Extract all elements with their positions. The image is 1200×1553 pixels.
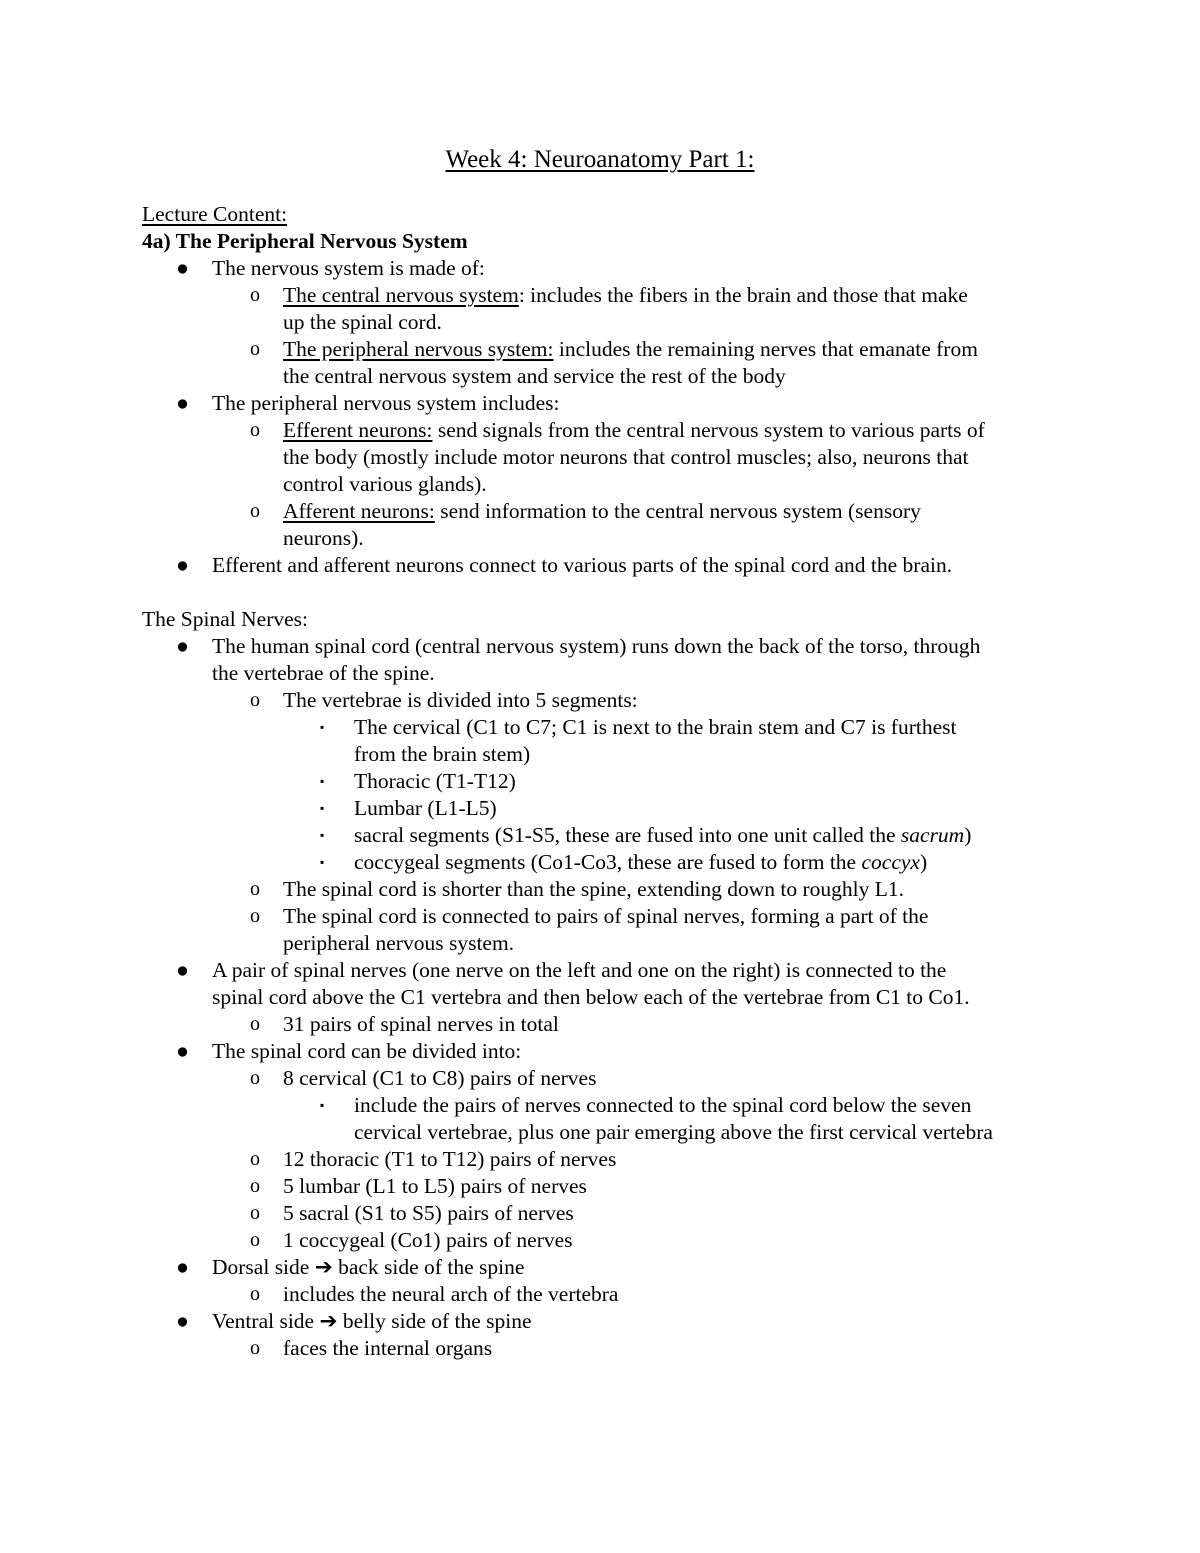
circle-bullet-icon: o bbox=[250, 1175, 260, 1197]
list-item: o The vertebrae is divided into 5 segments: bbox=[250, 688, 638, 712]
list-item: o The peripheral nervous system: includes the remaining nerves that emanate from bbox=[250, 337, 978, 361]
square-bullet-icon: ▪ bbox=[320, 801, 325, 815]
circle-bullet-icon: o bbox=[250, 1229, 260, 1251]
list-item: o The spinal cord is connected to pairs of spinal nerves, forming a part of the bbox=[250, 904, 929, 928]
list-item-continuation: the central nervous system and service the rest of the body bbox=[283, 364, 786, 388]
circle-bullet-icon: o bbox=[250, 1283, 260, 1305]
circle-bullet-icon: o bbox=[250, 689, 260, 711]
square-bullet-icon: ▪ bbox=[320, 1098, 325, 1112]
list-item: o 1 coccygeal (Co1) pairs of nerves bbox=[250, 1228, 573, 1252]
disc-bullet-icon: ● bbox=[176, 634, 189, 658]
list-item: o includes the neural arch of the vertebra bbox=[250, 1282, 619, 1306]
square-bullet-icon: ▪ bbox=[320, 774, 325, 788]
lecture-content bbox=[142, 201, 1072, 1362]
term-cns: The central nervous system bbox=[283, 283, 519, 307]
list-item-continuation: control various glands). bbox=[283, 472, 487, 496]
disc-bullet-icon: ● bbox=[176, 553, 189, 577]
list-item: o Afferent neurons: send information to the central nervous system (sensory bbox=[250, 499, 921, 523]
arrow-right-icon: ➔ bbox=[314, 1255, 333, 1279]
list-item: ▪ include the pairs of nerves connected to the spinal cord below the seven bbox=[320, 1093, 972, 1117]
circle-bullet-icon: o bbox=[250, 500, 260, 522]
list-item-continuation: peripheral nervous system. bbox=[283, 931, 515, 955]
list-item: ▪ The cervical (C1 to C7; C1 is next to the brain stem and C7 is furthest bbox=[320, 715, 957, 739]
circle-bullet-icon: o bbox=[250, 284, 260, 306]
lecture-label: Lecture Content: bbox=[142, 202, 288, 226]
square-bullet-icon: ▪ bbox=[320, 828, 325, 842]
list-item-continuation: the body (mostly include motor neurons that control muscles; also, neurons that bbox=[283, 445, 969, 469]
list-item: ● The peripheral nervous system includes: bbox=[176, 391, 560, 415]
list-item: o 5 lumbar (L1 to L5) pairs of nerves bbox=[250, 1174, 587, 1198]
list-item: o 31 pairs of spinal nerves in total bbox=[250, 1012, 559, 1036]
list-item: o 5 sacral (S1 to S5) pairs of nerves bbox=[250, 1201, 574, 1225]
square-bullet-icon: ▪ bbox=[320, 720, 325, 734]
list-item: o faces the internal organs bbox=[250, 1336, 493, 1360]
list-item: ● Dorsal side ➔ back side of the spine bbox=[176, 1255, 525, 1279]
square-bullet-icon: ▪ bbox=[320, 855, 325, 869]
list-item: ▪ coccygeal segments (Co1-Co3, these are fused to form the coccyx) bbox=[320, 850, 928, 874]
page-title: Week 4: Neuroanatomy Part 1: bbox=[445, 146, 755, 173]
list-item: ▪ Thoracic (T1-T12) bbox=[320, 769, 516, 793]
blank-line bbox=[142, 579, 1072, 606]
disc-bullet-icon: ● bbox=[176, 1039, 189, 1063]
list-item: o 8 cervical (C1 to C8) pairs of nerves bbox=[250, 1066, 597, 1090]
disc-bullet-icon: ● bbox=[176, 958, 189, 982]
list-item-continuation: spinal cord above the C1 vertebra and then below each of the vertebrae from C1 to Co1. bbox=[212, 985, 970, 1009]
section-heading: 4a) The Peripheral Nervous System bbox=[142, 229, 468, 253]
list-item: ● Efferent and afferent neurons connect to various parts of the spinal cord and the brain. bbox=[176, 553, 953, 577]
list-item: ● A pair of spinal nerves (one nerve on the left and one on the right) is connected to the bbox=[176, 958, 947, 982]
term-afferent: Afferent neurons: bbox=[283, 499, 435, 523]
disc-bullet-icon: ● bbox=[176, 1255, 189, 1279]
disc-bullet-icon: ● bbox=[176, 391, 189, 415]
term-sacrum: sacrum bbox=[900, 823, 965, 847]
list-item-continuation: neurons). bbox=[283, 526, 364, 550]
spinal-heading: The Spinal Nerves: bbox=[142, 607, 308, 631]
term-efferent: Efferent neurons: bbox=[283, 418, 433, 442]
list-item: ● Ventral side ➔ belly side of the spine bbox=[176, 1309, 532, 1333]
circle-bullet-icon: o bbox=[250, 1337, 260, 1359]
term-pns: The peripheral nervous system: bbox=[283, 337, 554, 361]
disc-bullet-icon: ● bbox=[176, 256, 189, 280]
list-item-continuation: cervical vertebrae, plus one pair emerging above the first cervical vertebra bbox=[354, 1120, 993, 1144]
list-item: ● The human spinal cord (central nervous system) runs down the back of the torso, through bbox=[176, 634, 981, 658]
list-item: ● The nervous system is made of: bbox=[176, 256, 485, 280]
list-item: o The central nervous system: includes the fibers in the brain and those that make bbox=[250, 283, 968, 307]
circle-bullet-icon: o bbox=[250, 338, 260, 360]
list-item: ▪ Lumbar (L1-L5) bbox=[320, 796, 497, 820]
list-item: ▪ sacral segments (S1-S5, these are fused into one unit called the sacrum) bbox=[320, 823, 972, 847]
circle-bullet-icon: o bbox=[250, 1067, 260, 1089]
arrow-right-icon: ➔ bbox=[319, 1309, 338, 1333]
circle-bullet-icon: o bbox=[250, 1148, 260, 1170]
list-item-continuation: the vertebrae of the spine. bbox=[212, 661, 435, 685]
term-coccyx: coccyx bbox=[861, 850, 920, 874]
list-item: ● The spinal cord can be divided into: bbox=[176, 1039, 522, 1063]
list-item-continuation: from the brain stem) bbox=[354, 742, 531, 766]
disc-bullet-icon: ● bbox=[176, 1309, 189, 1333]
list-item: o 12 thoracic (T1 to T12) pairs of nerves bbox=[250, 1147, 617, 1171]
list-item: o Efferent neurons: send signals from the central nervous system to various parts of bbox=[250, 418, 985, 442]
list-item: o The spinal cord is shorter than the spine, extending down to roughly L1. bbox=[250, 877, 904, 901]
circle-bullet-icon: o bbox=[250, 1202, 260, 1224]
circle-bullet-icon: o bbox=[250, 905, 260, 927]
circle-bullet-icon: o bbox=[250, 419, 260, 441]
circle-bullet-icon: o bbox=[250, 878, 260, 900]
list-item-continuation: up the spinal cord. bbox=[283, 310, 442, 334]
circle-bullet-icon: o bbox=[250, 1013, 260, 1035]
